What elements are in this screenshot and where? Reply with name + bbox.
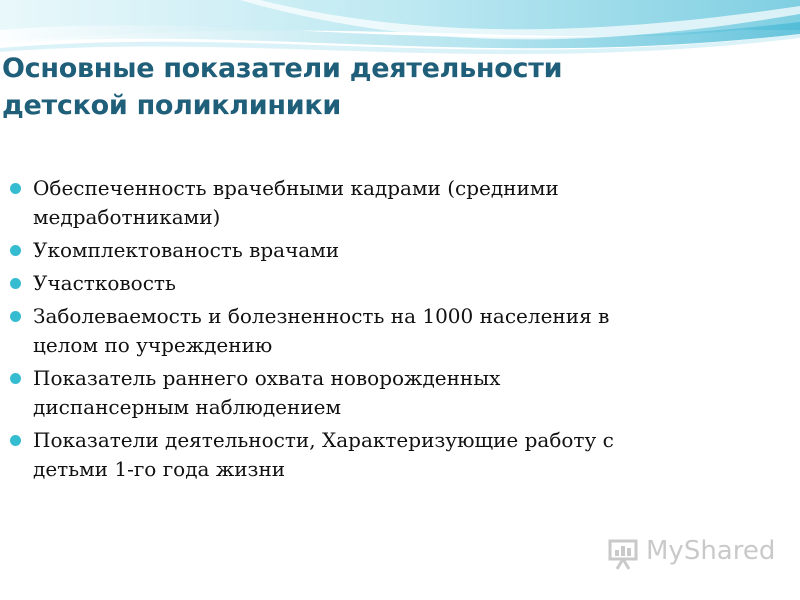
bullet-text: Заболеваемость и болезненность на 1000 населения в bbox=[33, 304, 610, 328]
bullet-item bbox=[0, 364, 780, 422]
bullet-text: Показатели деятельности, Характеризующие работу с bbox=[33, 428, 614, 452]
watermark-text: MyShared bbox=[646, 536, 776, 566]
bullet-dot-icon bbox=[10, 311, 21, 322]
bullet-text: Укомплектованость врачами bbox=[33, 238, 340, 262]
bullet-text: Показатель раннего охвата новорожденных bbox=[33, 366, 501, 390]
watermark-logo bbox=[606, 534, 776, 574]
bullet-dot-icon bbox=[10, 435, 21, 446]
bullet-text: Участковость bbox=[33, 271, 176, 295]
bullet-list bbox=[0, 174, 780, 488]
bullet-item bbox=[0, 174, 780, 232]
bullet-dot-icon bbox=[10, 183, 21, 194]
bullet-item bbox=[0, 426, 780, 484]
bullet-text: детьми 1-го года жизни bbox=[33, 457, 286, 481]
bullet-dot-icon bbox=[10, 373, 21, 384]
bullet-text: диспансерным наблюдением bbox=[33, 395, 342, 419]
bullet-text: целом по учреждению bbox=[33, 333, 273, 357]
bullet-item bbox=[0, 236, 780, 265]
slide-title bbox=[2, 50, 782, 124]
bullet-dot-icon bbox=[10, 278, 21, 289]
slide-title-line: Основные показатели деятельности bbox=[2, 53, 563, 84]
bullet-item bbox=[0, 269, 780, 298]
presentation-board-icon bbox=[606, 536, 642, 572]
slide-title-line: детской поликлиники bbox=[2, 90, 341, 121]
bullet-text: медработниками) bbox=[33, 205, 221, 229]
bullet-dot-icon bbox=[10, 245, 21, 256]
bullet-text: Обеспеченность врачебными кадрами (средними bbox=[33, 176, 559, 200]
bullet-item bbox=[0, 302, 780, 360]
